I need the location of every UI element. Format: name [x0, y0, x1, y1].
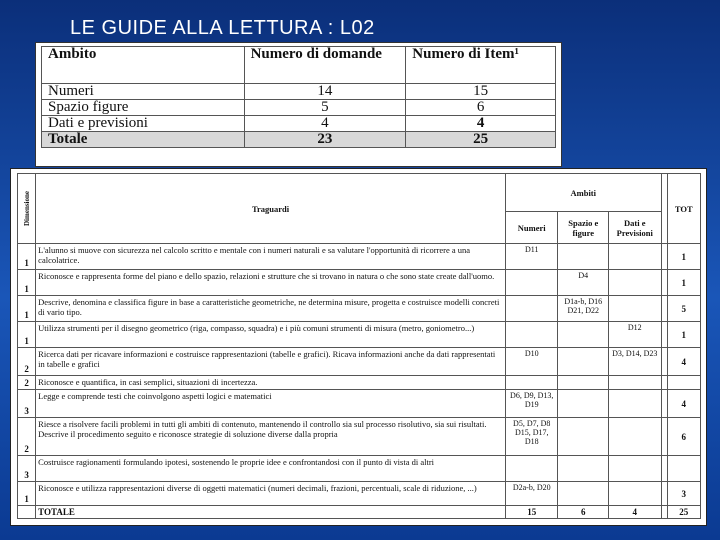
row-spazio [558, 322, 609, 348]
total-numeri: 15 [505, 506, 558, 519]
row-traguardo: Costruisce ragionamenti formulando ipotesi, sostenendo le proprie idee e confrontandosi con il punto di vista di altri [36, 456, 506, 482]
row-dati [608, 456, 661, 482]
row-spazio [558, 456, 609, 482]
summary-table [41, 46, 556, 148]
row-traguardo: Riconosce e utilizza rappresentazioni diverse di oggetti matematici (numeri decimali, frazioni, percentuali, scale di riduzione, ...) [36, 482, 506, 506]
row-dati [608, 418, 661, 456]
row-numeri [505, 296, 558, 322]
row-numeri: D6, D9, D13, D19 [505, 390, 558, 418]
traguardo-row [18, 296, 701, 322]
row-tot: 1 [667, 322, 700, 348]
summary-header-ambito: Ambito [42, 47, 245, 84]
row-numeri [505, 270, 558, 296]
row-dimension: 1 [18, 244, 36, 270]
row-numeri: D2a-b, D20 [505, 482, 558, 506]
main-total-row [18, 506, 701, 519]
row-dimension: 1 [18, 322, 36, 348]
total-dati: 4 [608, 506, 661, 519]
row-numeri [505, 322, 558, 348]
ambito-spazio-header: Spazio e figure [558, 212, 609, 244]
summary-header-row [42, 47, 556, 84]
traguardo-row [18, 418, 701, 456]
row-dati [608, 296, 661, 322]
traguardi-table [17, 173, 701, 519]
row-traguardo: L'alunno si muove con sicurezza nel calcolo scritto e mentale con i numeri naturali e sa valutare l'opportunità di ricorrere a una calcolatrice. [36, 244, 506, 270]
main-header-row [18, 174, 701, 212]
row-spazio [558, 390, 609, 418]
traguardo-row [18, 348, 701, 376]
summary-total-domande: 23 [244, 132, 406, 148]
row-dati: D3, D14, D23 [608, 348, 661, 376]
row-spazio [558, 376, 609, 390]
summary-header-item: Numero di Item¹ [406, 47, 556, 84]
summary-cell-item: 4 [406, 116, 556, 132]
row-numeri [505, 376, 558, 390]
slide-title: LE GUIDE ALLA LETTURA : L02 [70, 17, 375, 39]
summary-cell-domande: 4 [244, 116, 406, 132]
row-tot: 4 [667, 390, 700, 418]
row-traguardo: Utilizza strumenti per il disegno geometrico (riga, compasso, squadra) e i più comuni strumenti di misura (metro, goniometro...) [36, 322, 506, 348]
traguardo-row [18, 456, 701, 482]
traguardi-header: Traguardi [36, 174, 506, 244]
row-dati: D12 [608, 322, 661, 348]
summary-row [42, 84, 556, 100]
traguardo-row [18, 270, 701, 296]
summary-header-domande: Numero di domande [244, 47, 406, 84]
row-dati [608, 270, 661, 296]
summary-cell-item: 6 [406, 100, 556, 116]
row-tot: 6 [667, 418, 700, 456]
row-dimension: 2 [18, 348, 36, 376]
summary-total-row [42, 132, 556, 148]
row-dati [608, 390, 661, 418]
traguardo-row [18, 390, 701, 418]
row-numeri: D5, D7, D8 D15, D17, D18 [505, 418, 558, 456]
summary-row [42, 116, 556, 132]
summary-cell-ambito: Dati e previsioni [42, 116, 245, 132]
row-dimension: 2 [18, 376, 36, 390]
total-tot: 25 [667, 506, 700, 519]
row-tot: 1 [667, 270, 700, 296]
row-traguardo: Legge e comprende testi che coinvolgono aspetti logici e matematici [36, 390, 506, 418]
row-dimension: 1 [18, 482, 36, 506]
summary-cell-ambito: Numeri [42, 84, 245, 100]
row-traguardo: Riconosce e rappresenta forme del piano e dello spazio, relazioni e strutture che si trovano in natura o che sono state create dall'uomo. [36, 270, 506, 296]
row-tot [667, 456, 700, 482]
traguardo-row [18, 244, 701, 270]
row-dimension: 1 [18, 296, 36, 322]
ambito-dati-header: Dati e Previsioni [608, 212, 661, 244]
dimension-header: Dimensione [18, 174, 36, 244]
row-tot: 4 [667, 348, 700, 376]
ambiti-header: Ambiti [505, 174, 661, 212]
total-dim-cell [18, 506, 36, 519]
total-spazio: 6 [558, 506, 609, 519]
traguardo-row [18, 322, 701, 348]
row-spazio [558, 418, 609, 456]
row-tot: 3 [667, 482, 700, 506]
row-numeri: D11 [505, 244, 558, 270]
total-label: TOTALE [36, 506, 506, 519]
row-traguardo: Ricerca dati per ricavare informazioni e costruisce rappresentazioni (tabelle e grafici). Ricava informazioni anche da dati rappresentati in tabelle e grafici [36, 348, 506, 376]
row-spazio [558, 244, 609, 270]
traguardo-row [18, 482, 701, 506]
traguardi-table-panel [10, 168, 707, 526]
row-dimension: 2 [18, 418, 36, 456]
row-spazio [558, 348, 609, 376]
row-spazio: D4 [558, 270, 609, 296]
row-spazio [558, 482, 609, 506]
summary-cell-domande: 14 [244, 84, 406, 100]
traguardo-row [18, 376, 701, 390]
row-dati [608, 482, 661, 506]
summary-cell-item: 15 [406, 84, 556, 100]
row-dimension: 1 [18, 270, 36, 296]
row-traguardo: Riconosce e quantifica, in casi semplici, situazioni di incertezza. [36, 376, 506, 390]
tot-header: TOT [667, 174, 700, 244]
summary-total-label: Totale [42, 132, 245, 148]
row-tot: 1 [667, 244, 700, 270]
row-tot: 5 [667, 296, 700, 322]
row-dati [608, 376, 661, 390]
row-traguardo: Riesce a risolvere facili problemi in tutti gli ambiti di contenuto, mantenendo il controllo sia sul processo risolutivo, sia sui risultati. Descrive il procedimento seguito e riconosce strategie di soluzione diverse dalla propria [36, 418, 506, 456]
row-traguardo: Descrive, denomina e classifica figure in base a caratteristiche geometriche, ne determina misure, progetta e costruisce modelli concreti di vario tipo. [36, 296, 506, 322]
summary-cell-ambito: Spazio figure [42, 100, 245, 116]
row-dimension: 3 [18, 390, 36, 418]
row-numeri [505, 456, 558, 482]
row-dimension: 3 [18, 456, 36, 482]
row-spazio: D1a-b, D16 D21, D22 [558, 296, 609, 322]
row-numeri: D10 [505, 348, 558, 376]
ambito-numeri-header: Numeri [505, 212, 558, 244]
summary-total-item: 25 [406, 132, 556, 148]
row-tot [667, 376, 700, 390]
summary-table-panel [35, 42, 562, 167]
row-dati [608, 244, 661, 270]
summary-cell-domande: 5 [244, 100, 406, 116]
summary-row [42, 100, 556, 116]
